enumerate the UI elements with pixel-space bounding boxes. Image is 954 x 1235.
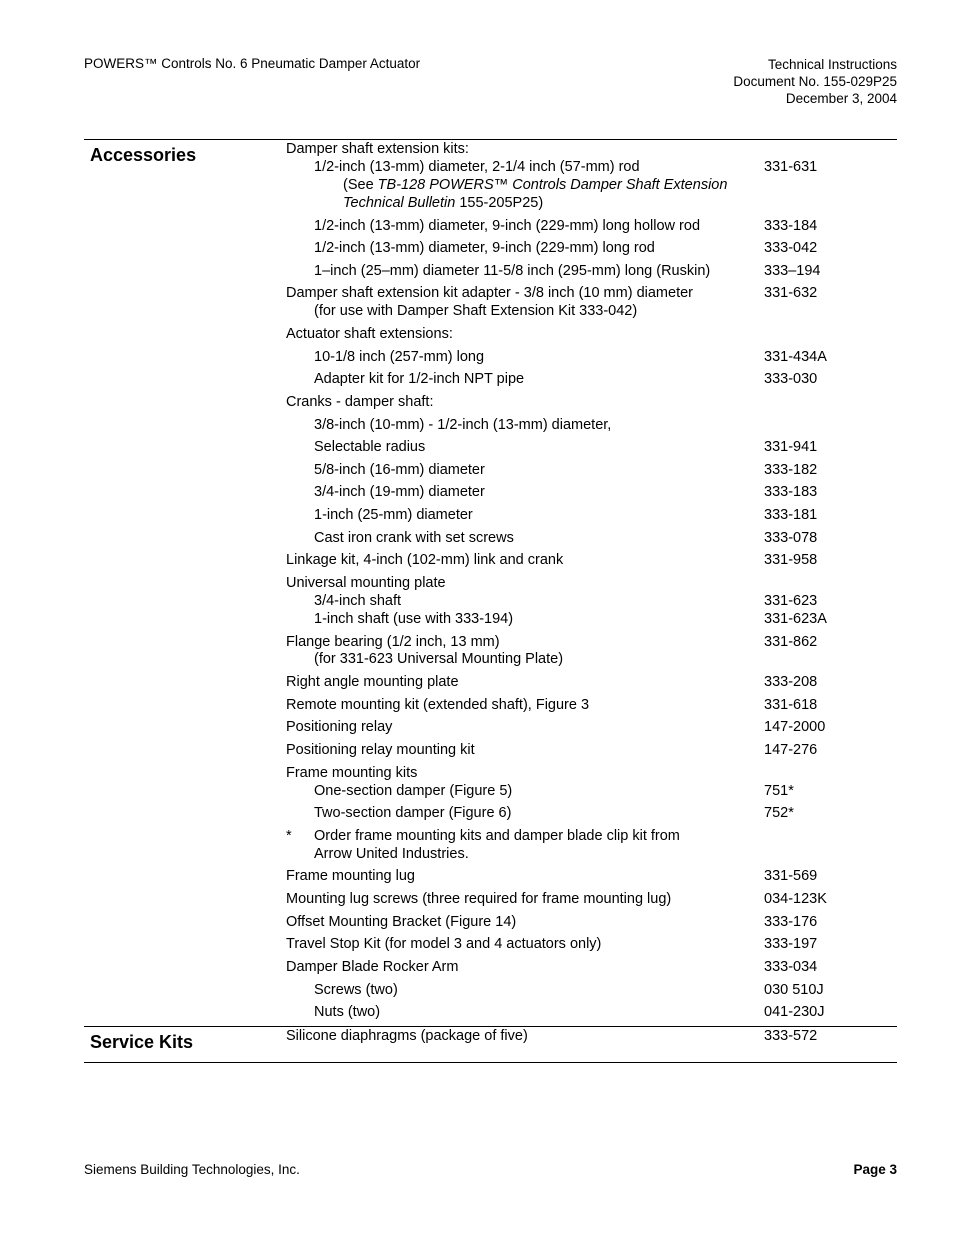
row-description: Positioning relay mounting kit (286, 742, 475, 758)
note-italic-text: Technical Bulletin (343, 195, 456, 211)
part-number: 333-181 (764, 507, 818, 523)
row-description: 1/2-inch (13-mm) diameter, 9-inch (229-mm) long hollow rod (314, 218, 701, 234)
header-date: December 3, 2004 (785, 91, 897, 106)
row-description: 3/8-inch (10-mm) - 1/2-inch (13-mm) diameter, (314, 417, 612, 433)
part-number: 147-276 (764, 742, 818, 758)
header-doc-number: Document No. 155-029P25 (733, 74, 897, 89)
footnote-text: Arrow United Industries. (314, 846, 469, 862)
part-number: 751* (764, 783, 794, 799)
row-description: Damper shaft extension kit adapter - 3/8 inch (10 mm) diameter (286, 285, 693, 301)
row-description: (for 331-623 Universal Mounting Plate) (314, 651, 564, 667)
row-description: Offset Mounting Bracket (Figure 14) (286, 914, 517, 930)
row-description: Screws (two) (314, 982, 398, 998)
part-number: 333-182 (764, 462, 818, 478)
row-description: 10-1/8 inch (257-mm) long (314, 349, 485, 365)
part-number: 752* (764, 805, 794, 821)
row-description: Nuts (two) (314, 1004, 381, 1020)
row-description: Mounting lug screws (three required for frame mounting lug) (286, 891, 672, 907)
row-description: 1-inch shaft (use with 333-194) (314, 611, 514, 627)
part-number: 333-184 (764, 218, 818, 234)
part-number: 333-197 (764, 936, 818, 952)
part-number: 331-941 (764, 439, 818, 455)
footer-company: Siemens Building Technologies, Inc. (84, 1162, 300, 1177)
part-number: 041-230J (764, 1004, 825, 1020)
row-description: Frame mounting lug (286, 868, 415, 884)
footer-page-number: Page 3 (853, 1162, 897, 1177)
row-description: Adapter kit for 1/2-inch NPT pipe (314, 371, 525, 387)
row-note (343, 176, 727, 194)
part-number: 333–194 (764, 263, 821, 279)
row-heading: Actuator shaft extensions: (286, 326, 453, 342)
section-title-accessories: Accessories (90, 145, 197, 165)
part-number: 331-631 (764, 159, 818, 175)
part-number: 331-569 (764, 868, 818, 884)
header-doc-type: Technical Instructions (767, 57, 897, 72)
row-description: 3/4-inch (19-mm) diameter (314, 484, 485, 500)
row-description: Cast iron crank with set screws (314, 530, 514, 546)
row-description: 1/2-inch (13-mm) diameter, 2-1/4 inch (57-mm) rod (314, 159, 640, 175)
row-description: 5/8-inch (16-mm) diameter (314, 462, 485, 478)
part-number: 333-042 (764, 240, 818, 256)
row-description: Silicone diaphragms (package of five) (286, 1028, 528, 1044)
row-description: Right angle mounting plate (286, 674, 459, 690)
part-number: 331-958 (764, 552, 818, 568)
row-description: 1-inch (25-mm) diameter (314, 507, 473, 523)
part-number: 333-078 (764, 530, 818, 546)
row-description: Travel Stop Kit (for model 3 and 4 actuators only) (286, 936, 602, 952)
row-note (343, 194, 543, 212)
note-text: 155-205P25) (455, 195, 544, 211)
part-number: 331-623 (764, 593, 818, 609)
top-rule (84, 139, 897, 140)
row-description: 3/4-inch shaft (314, 593, 402, 609)
part-number: 333-030 (764, 371, 818, 387)
row-description: 1–inch (25–mm) diameter 11-5/8 inch (295-mm) long (Ruskin) (314, 263, 711, 279)
row-description: One-section damper (Figure 5) (314, 783, 513, 799)
row-description: Remote mounting kit (extended shaft), Figure 3 (286, 697, 590, 713)
row-heading: Damper shaft extension kits: (286, 141, 469, 157)
row-heading: Universal mounting plate (286, 575, 446, 591)
row-description: Selectable radius (314, 439, 426, 455)
part-number: 333-176 (764, 914, 818, 930)
row-description: 1/2-inch (13-mm) diameter, 9-inch (229-mm) long rod (314, 240, 655, 256)
part-number: 030 510J (764, 982, 824, 998)
part-number: 331-623A (764, 611, 827, 627)
section-title-service-kits: Service Kits (90, 1032, 194, 1052)
row-description: Positioning relay (286, 719, 393, 735)
part-number: 331-434A (764, 349, 827, 365)
part-number: 034-123K (764, 891, 827, 907)
row-description: Linkage kit, 4-inch (102-mm) link and crank (286, 552, 564, 568)
header-product-title: POWERS™ Controls No. 6 Pneumatic Damper Actuator (84, 56, 421, 71)
row-description: Two-section damper (Figure 6) (314, 805, 512, 821)
part-number: 331-632 (764, 285, 818, 301)
note-italic-text: TB-128 POWERS™ Controls Damper Shaft Extension (377, 177, 728, 193)
header-document-info (733, 56, 897, 107)
row-heading: Cranks - damper shaft: (286, 394, 434, 410)
part-number: 333-572 (764, 1028, 818, 1044)
row-heading: Frame mounting kits (286, 765, 418, 781)
part-number: 331-862 (764, 634, 818, 650)
part-number: 331-618 (764, 697, 818, 713)
footnote-text: Order frame mounting kits and damper blade clip kit from (314, 828, 680, 844)
part-number: 333-183 (764, 484, 818, 500)
part-number: 333-208 (764, 674, 818, 690)
part-number: 147-2000 (764, 719, 826, 735)
row-description: Damper Blade Rocker Arm (286, 959, 459, 975)
note-text: (See (343, 177, 378, 193)
row-description: Flange bearing (1/2 inch, 13 mm) (286, 634, 500, 650)
footnote-asterisk: * (286, 828, 292, 844)
part-number: 333-034 (764, 959, 818, 975)
bottom-rule (84, 1062, 897, 1063)
row-description: (for use with Damper Shaft Extension Kit 333-042) (314, 303, 638, 319)
